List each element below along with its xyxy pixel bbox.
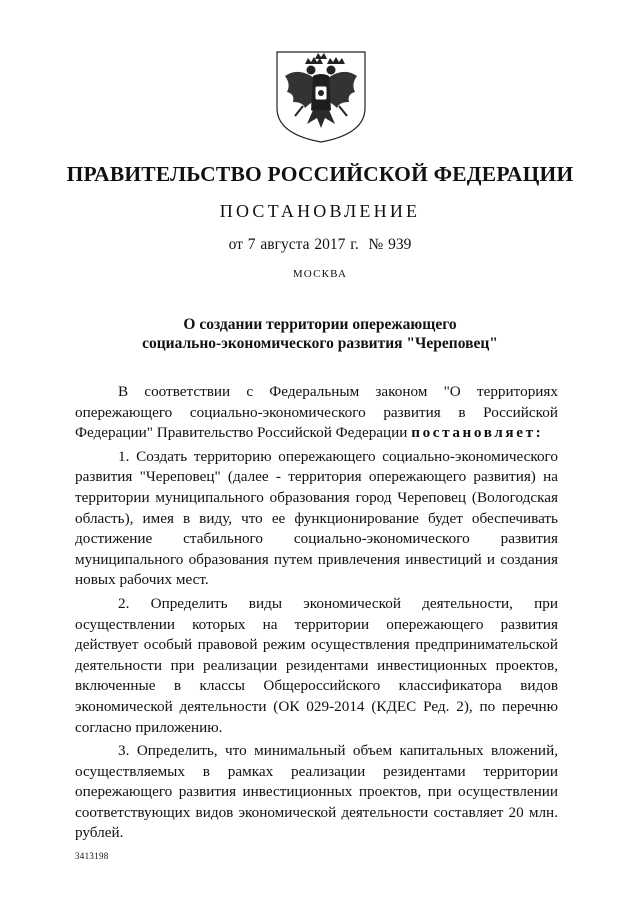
paragraph-2: 2. Определить виды экономической деятельности, при осуществлении которых на территории опережающего развития действует особый правовой режим осуществления предпринимательской деятельности при реализации резидентами инвестиционных проектов, включенные в классы Общероссийского классификатора видов экономической деятельности (ОК 029-2014 (КДЕС Ред. 2), по перечню согласно приложению. [75,594,558,736]
document-code: 3413198 [75,851,109,861]
decree-title [0,315,640,353]
decree-dateline [0,236,640,254]
resolves-word: постановляет: [411,424,544,442]
decree-date: от 7 августа 2017 г. [228,236,359,253]
russian-coat-of-arms-icon [271,50,371,144]
paragraph-1: 1. Создать территорию опережающего социально-экономического развития "Череповец" (далее - территория опережающего развития) на территории муниципального образования город Череповец (Вологодская область), имея в виду, что ее функционирование будет обеспечивать достижение стабильного социально-экономического развития муниципального образования путем привлечения инвестиций и создания новых рабочих мест. [75,447,558,589]
decree-number: № 939 [368,236,412,253]
intro-paragraph [75,382,558,444]
city: МОСКВА [292,268,348,280]
decree-body [75,382,558,847]
title-line-2: социально-экономического развития "Череповец" [142,335,498,352]
government-name: ПРАВИТЕЛЬСТВО РОССИЙСКОЙ ФЕДЕРАЦИИ [66,162,574,186]
document-type: ПОСТАНОВЛЕНИЕ [219,201,421,221]
title-line-1: О создании территории опережающего [183,316,457,333]
intro-text: В соответствии с Федеральным законом "О территориях опережающего социально-экономического развития в Российской Федерации" Правительство Российской Федерации [75,383,558,442]
paragraph-3: 3. Определить, что минимальный объем капитальных вложений, осуществляемых в рамках реализации резидентами территории опережающего развития инвестиционных проектов, при осуществлении соответствующих видов экономической деятельности составляет 20 млн. рублей. [75,742,558,842]
